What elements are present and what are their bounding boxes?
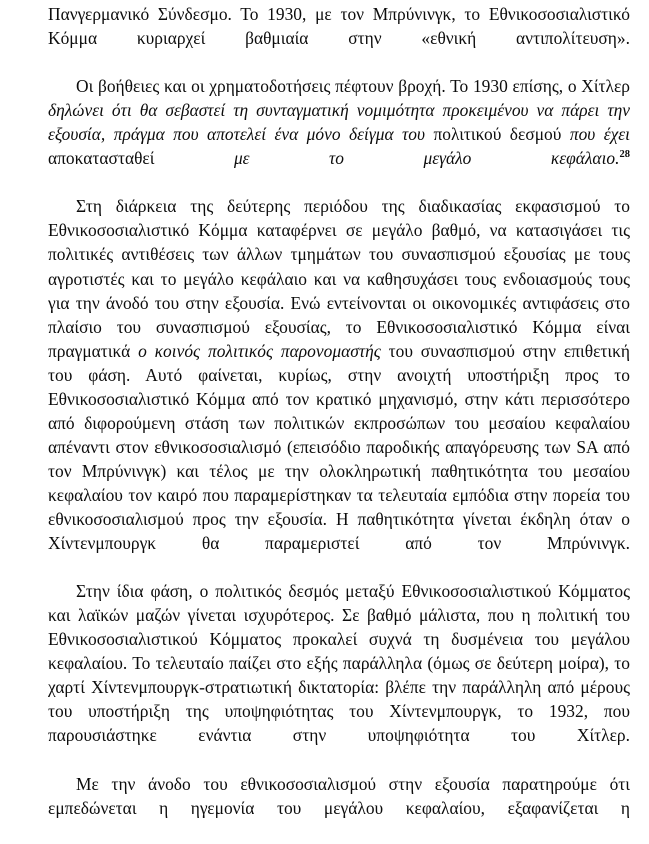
text-run-italic: που έχει [569,124,630,145]
paragraph-2 [48,74,630,194]
text-run: Οι βοήθειες και οι χρηματοδοτήσεις πέφτουν βροχή. Το 1930 επίσης, ο Χίτλερ [76,76,630,97]
text-run-emphasis: αποκατασταθεί [48,148,234,169]
text-run: Πανγερμανικό Σύνδεσμο. Το 1930, με τον Μπρύνινγκ, το Εθνικοσοσιαλιστικό Κόμμα κυριαρχεί βαθμιαία στην «εθνική αντιπολίτευση». [48,4,630,49]
text-run: από τον Μπρύνινγκ) και τέλος με την ολοκληρωτική παθητικότητα του μεσαίου κεφαλαίου τον καιρό που παραμερίστηκαν τα τελευταία εμπόδια στην πορεία του εθνικοσοσιαλισμού προς την εξουσία. Η παθητικότητα γίνεται έκδηλη όταν ο Χίντενμπουργκ θα παραμεριστεί από τον Μπρύνινγκ. [48,436,630,554]
text-run: Στην ίδια φάση, ο πολιτικός δεσμός μεταξύ Εθνικοσοσιαλιστικού Κόμματος και λαϊκών μαζών γίνεται ισχυρότερος. Σε βαθμό μάλιστα, που η πολιτική του Εθνικοσοσιαλιστικού Κόμματος προκαλεί συχνά τη δυσμένεια του μεγάλου κεφαλαίου. Το τελευταίο παίζει στο εξής παράλληλα (όμως σε δεύτερη μοίρα), το χαρτί Χίντενμπουργκ-στρατιωτική δικτατορία: βλέπε την παράλληλη από μέρους του υποστήριξη της υποψηφιότητας του Χίντενμπουργκ, το 1932, που παρουσιάστηκε ενάντια στην υποψηφιότητα του Χίτλερ. [48,581,630,746]
paragraph-3 [48,194,630,579]
paragraph-4 [48,579,630,771]
paragraph-1 [48,2,630,74]
text-run-italic: με το μεγάλο κεφάλαιο. [233,148,620,169]
text-run-latin-abbreviation: SA [576,436,598,457]
text-run-italic: ο κοινός πολιτικός παρονομαστής [138,340,389,361]
paragraph-5 [48,772,630,844]
footnote-marker: 28 [619,149,631,161]
text-column [48,2,630,844]
text-run: του συνασπισμού στην επιθετική του φάση. Αυτό φαίνεται, κυρίως, στην ανοιχτή υποστήριξη προς το Εθνικοσοσιαλιστικό Κόμμα από τον κρατικό μηχανισμό, στην κάτι περισσότερο από διφορούμενη στάση των πολιτικών εκπροσώπων του μεσαίου κεφαλαίου απέναντι στον εθνικοσοσιαλισμό (επεισόδιο παροδικής απαγόρευσης των [48,340,630,457]
text-run-italic: δηλώνει ότι θα σεβαστεί τη συνταγματική νομιμότητα προκειμένου να πάρει την εξουσία, πράγμα που αποτελεί ένα μόνο δείγμα του [48,100,630,145]
text-run-emphasis: πολιτικού δεσμού [433,124,570,145]
text-run: Με την άνοδο του εθνικοσοσιαλισμού στην εξουσία παρατηρούμε ότι εμπεδώνεται η ηγεμονία του μεγάλου κεφαλαίου, εξαφανίζεται η [48,773,630,818]
text-run: Στη διάρκεια της δεύτερης περιόδου της διαδικασίας εκφασισμού το Εθνικοσοσιαλιστικό Κόμμα καταφέρνει σε μεγάλο βαθμό, να κατασιγάσει τις πολιτικές αντιθέσεις των άλλων τμημάτων του συνασπισμού εξουσίας με τους αγροτιστές και το μεγάλο κεφάλαιο και να καθησυχάσει τους ενδοιασμούς τους για την άνοδό του στην εξουσία. Ενώ εντείνονται οι οικονομικές αντιφάσεις στο πλαίσιο του συνασπισμού εξουσίας, το Εθνικοσοσιαλιστικό Κόμμα είναι πραγματικά [48,196,630,361]
